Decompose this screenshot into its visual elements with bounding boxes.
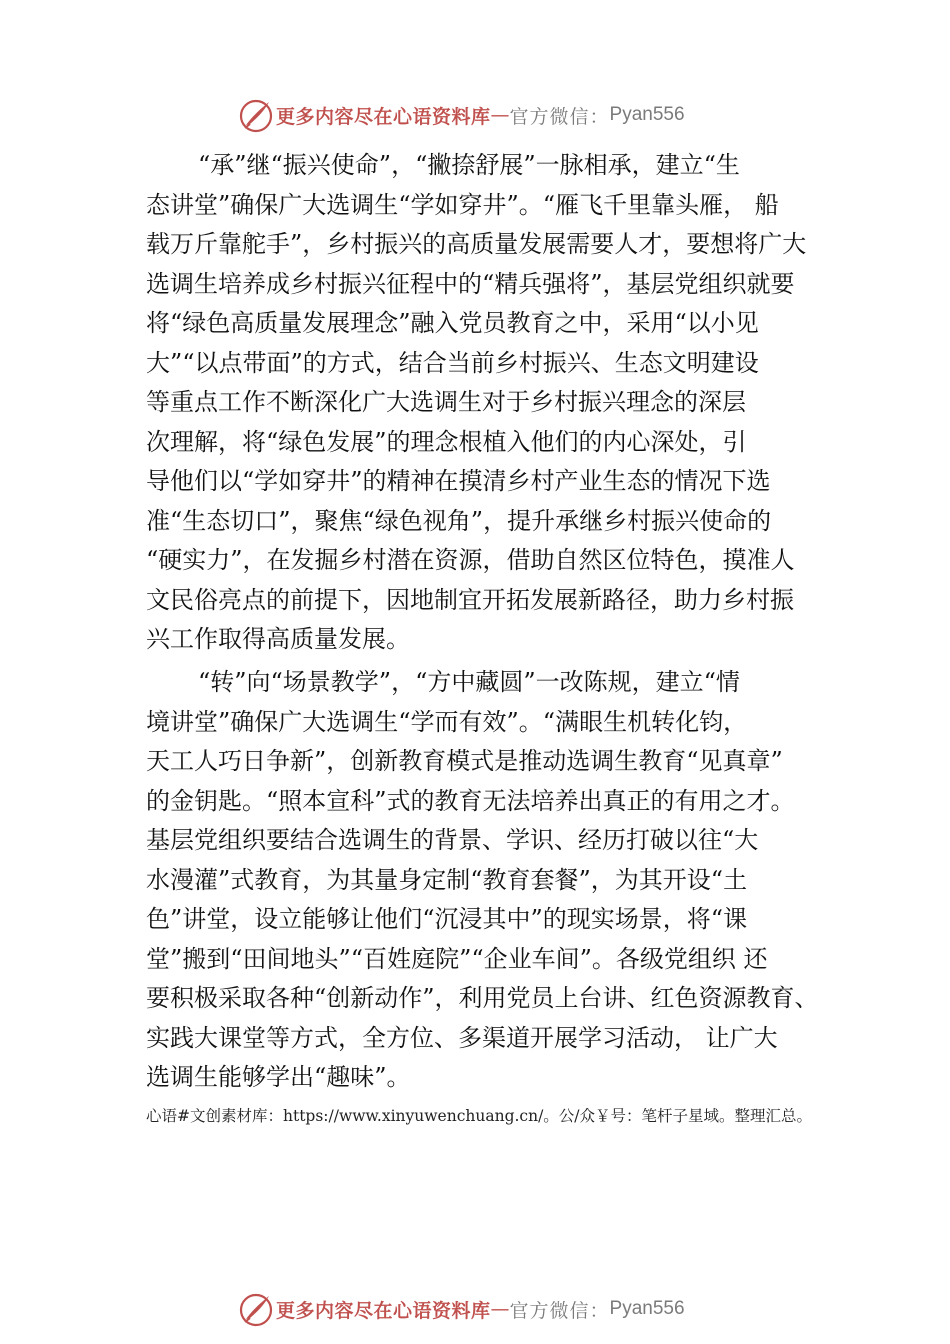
banner-title: 更多内容尽在心语资料库: [276, 105, 491, 128]
banner-dash: —: [490, 1298, 510, 1320]
paragraph-line: 大”“以点带面”的方式，结合当前乡村振兴、生态文明建设: [146, 348, 759, 377]
paragraph-line: 要积极采取各种“创新动作”，利用党员上台讲、红色资源教育、: [146, 984, 819, 1012]
paragraph-line: 文民俗亮点的前提下，因地制宜开拓发展新路径，助力乡村振: [146, 585, 794, 614]
paragraph-line: 基层党组织要结合选调生的背景、学识、经历打破以往“大: [146, 826, 759, 854]
header-banner: [238, 97, 685, 133]
paragraph-line: 的金钥匙。“照本宣科”式的教育无法培养出真正的有用之才。: [146, 786, 795, 815]
paragraph-line: 态讲堂”确保广大选调生“学如穿井”。“雁飞千里靠头雁， 船: [146, 190, 779, 219]
paragraph-line: 准“生态切口”，聚焦“绿色视角”，提升承继乡村振兴使命的: [146, 506, 772, 535]
paragraph-line: “转”向“场景教学”，“方中藏圆”一改陈规，建立“情: [198, 668, 740, 696]
paragraph-line: 次理解，将“绿色发展”的理念根植入他们的内心深处，引: [146, 427, 747, 456]
paragraph-line: 选调生培养成乡村振兴征程中的“精兵强将”，基层党组织就要: [146, 269, 795, 298]
paragraph-line: 选调生能够学出“趣味”。: [146, 1063, 411, 1091]
quill-logo-icon: [238, 97, 274, 133]
banner-title: 更多内容尽在心语资料库: [276, 1299, 491, 1322]
paragraph-line: “硬实力”，在发掘乡村潜在资源，借助自然区位特色，摸准人: [146, 546, 795, 574]
banner-wechat-id: Pyan556: [609, 104, 685, 125]
paragraph-line: “承”继“振兴使命”，“撇捺舒展”一脉相承，建立“生: [198, 151, 740, 179]
banner-wechat-id: Pyan556: [609, 1298, 685, 1319]
banner-dash: —: [490, 104, 510, 126]
paragraph-2: [146, 663, 826, 1098]
paragraph-line: 导他们以“学如穿井”的精神在摸清乡村产业生态的情况下选: [146, 467, 771, 495]
paragraph-line: 堂”搬到“田间地头”“百姓庭院”“企业车间”。各级党组织 还: [146, 944, 768, 973]
paragraph-line: 等重点工作不断深化广大选调生对于乡村振兴理念的深层: [146, 388, 746, 416]
paragraph-line: 将“绿色高质量发展理念”融入党员教育之中，采用“以小见: [146, 309, 759, 337]
paragraph-line: 载万斤靠舵手”，乡村振兴的高质量发展需要人才，要想将广大: [146, 230, 807, 258]
footer-banner: [238, 1291, 685, 1327]
paragraph-line: 水漫灌”式教育，为其量身定制“教育套餐”，为其开设“土: [146, 865, 748, 894]
source-footnote: 心语#文创素材库：https://www.xinyuwenchuang.cn/。公/众￥号：笔杆子星域。整理汇总。: [146, 1107, 813, 1125]
paragraph-1: [146, 146, 826, 660]
paragraph-line: 境讲堂”确保广大选调生“学而有效”。“满眼生机转化钧，: [146, 707, 748, 736]
paragraph-line: 色”讲堂，设立能够让他们“沉浸其中”的现实场景，将“课: [146, 905, 748, 933]
paragraph-line: 天工人巧日争新”，创新教育模式是推动选调生教育“见真章”: [146, 747, 783, 775]
paragraph-line: 实践大课堂等方式，全方位、多渠道开展学习活动， 让广大: [146, 1023, 778, 1052]
paragraph-line: 兴工作取得高质量发展。: [146, 625, 410, 653]
banner-label: 官方微信：: [509, 105, 610, 128]
banner-label: 官方微信：: [509, 1299, 610, 1322]
quill-logo-icon: [238, 1291, 274, 1327]
